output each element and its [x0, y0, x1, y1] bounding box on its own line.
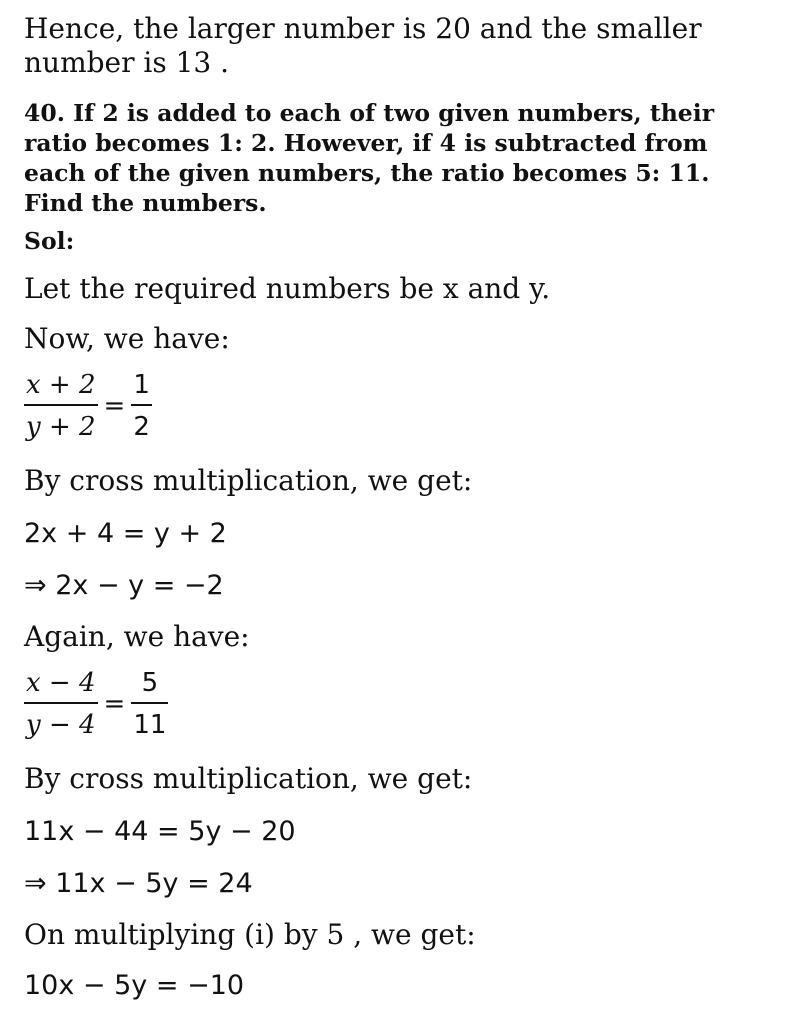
equation-5: 10x − 5y = −10	[24, 970, 245, 1001]
fraction-equation-1	[24, 370, 152, 442]
numerator: x − 4	[26, 668, 96, 698]
denominator: 2	[131, 404, 152, 442]
numerator: 5	[141, 668, 159, 698]
equation-1: 2x + 4 = y + 2	[24, 518, 227, 549]
text-line-conclusion-2: number is 13 .	[24, 46, 230, 79]
denominator: y − 4	[24, 702, 98, 740]
equals-sign: =	[103, 391, 126, 421]
equation-2: ⇒ 2x − y = −2	[24, 570, 224, 601]
fraction-left-2	[24, 668, 98, 740]
equals-sign: =	[103, 689, 126, 719]
text-again-we-have: Again, we have:	[24, 620, 250, 653]
text-cross-multiplication-1: By cross multiplication, we get:	[24, 464, 473, 497]
text-cross-multiplication-2: By cross multiplication, we get:	[24, 762, 473, 795]
denominator: y + 2	[24, 404, 98, 442]
fraction-right-2	[131, 668, 168, 740]
fraction-left-1	[24, 370, 98, 442]
numerator: 1	[133, 370, 150, 400]
text-multiplying: On multiplying (i) by 5 , we get:	[24, 918, 476, 951]
denominator: 11	[131, 702, 168, 740]
text-now-we-have: Now, we have:	[24, 322, 230, 355]
question-40: 40. If 2 is added to each of two given numbers, their ratio becomes 1: 2. However, if 4 is subtracted from each of the given numbers, the ratio becomes 5: 11. Find the numbers.	[24, 99, 715, 217]
equation-3: 11x − 44 = 5y − 20	[24, 816, 296, 847]
equation-4: ⇒ 11x − 5y = 24	[24, 868, 253, 899]
sol-heading: Sol:	[24, 227, 75, 255]
numerator: x + 2	[26, 370, 96, 400]
text-line-conclusion-1: Hence, the larger number is 20 and the smaller	[24, 12, 702, 45]
fraction-equation-2	[24, 668, 168, 740]
text-let-numbers: Let the required numbers be x and y.	[24, 272, 551, 305]
fraction-right-1	[131, 370, 152, 442]
